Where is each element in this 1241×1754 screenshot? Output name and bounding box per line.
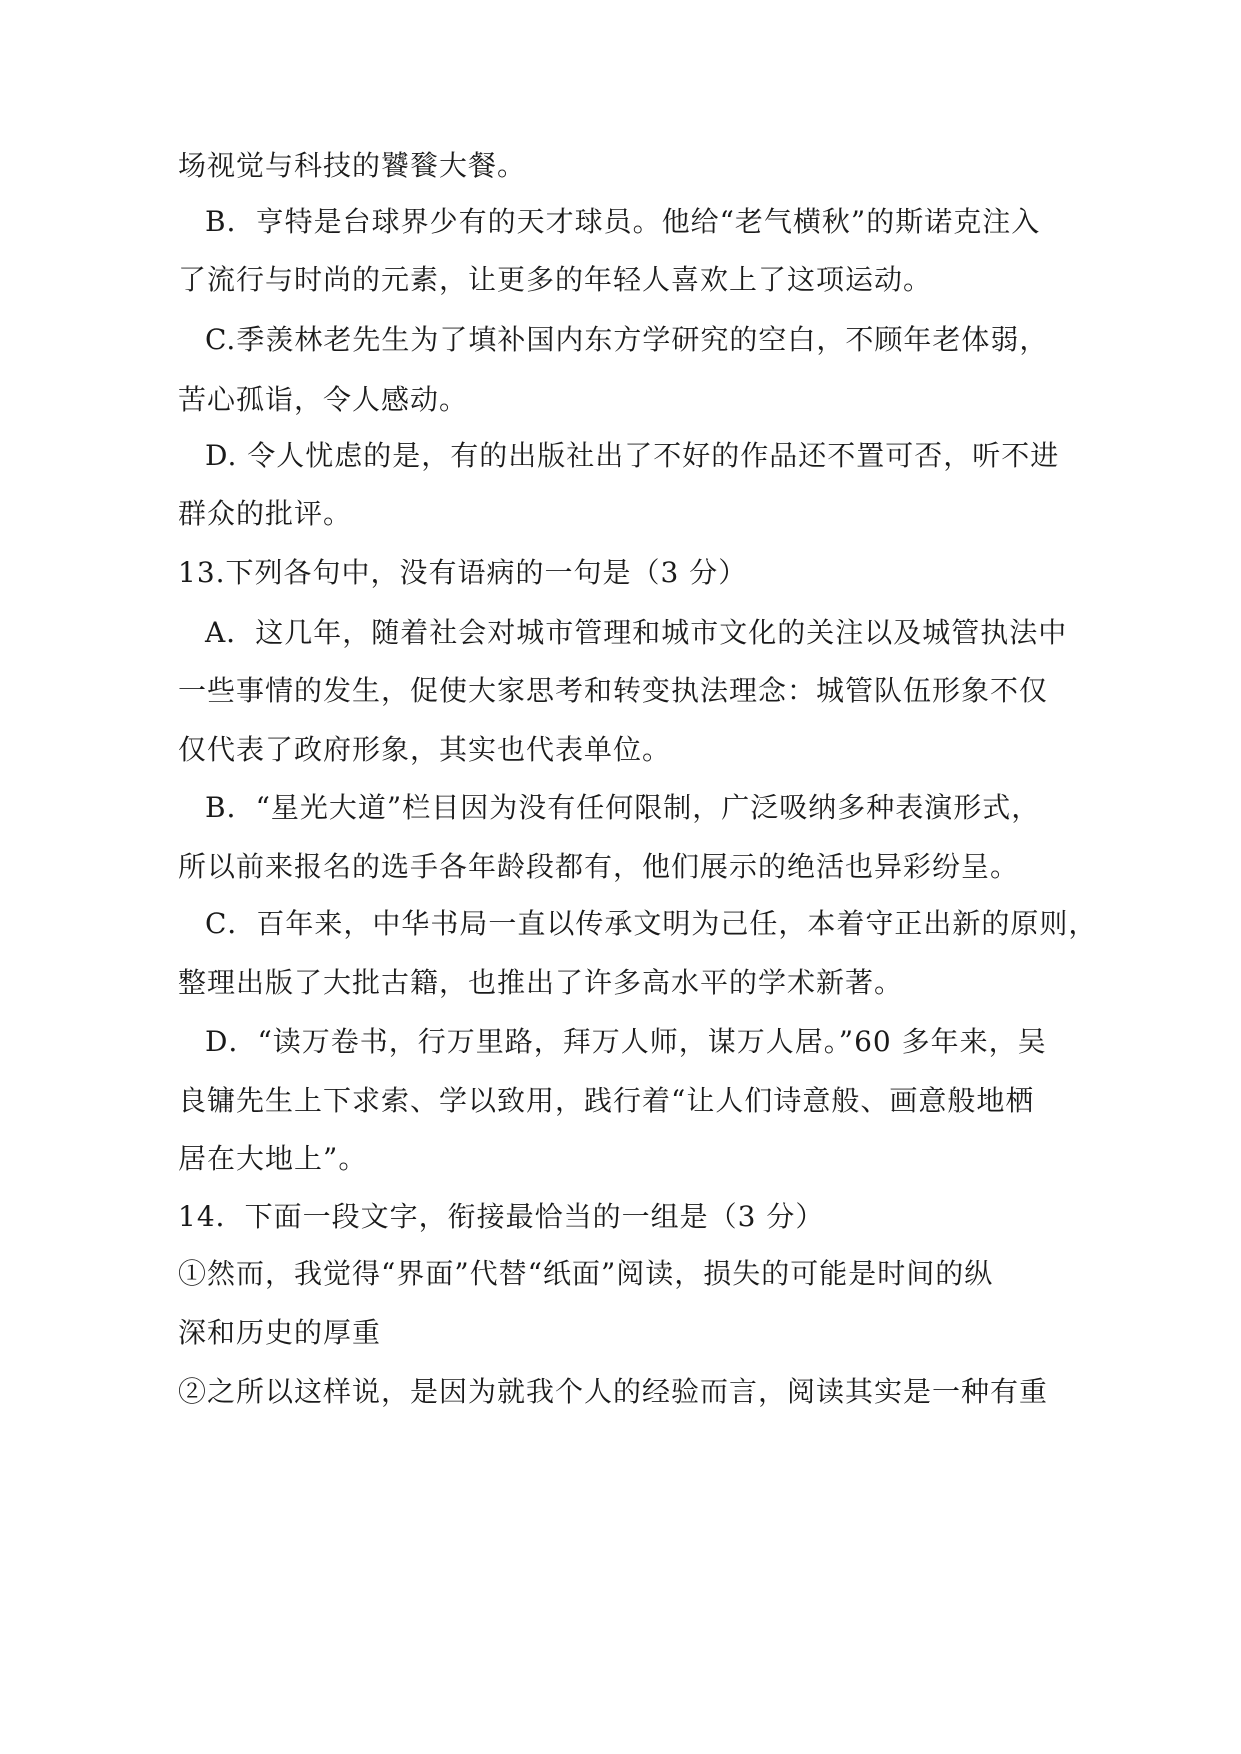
question-13-title: 13.下列各句中，没有语病的一句是（3 分） — [178, 556, 748, 589]
text-line: 深和历史的厚重 — [178, 1316, 382, 1349]
option-c-line: C.季羡林老先生为了填补国内东方学研究的空白，不顾年老体弱， — [205, 323, 1049, 356]
text-line: 仅代表了政府形象，其实也代表单位。 — [178, 733, 672, 766]
text-line: 整理出版了大批古籍，也推出了许多高水平的学术新著。 — [178, 966, 904, 999]
text-line: 所以前来报名的选手各年龄段都有，他们展示的绝活也异彩纷呈。 — [178, 850, 1020, 883]
question-14-title: 14．下面一段文字，衔接最恰当的一组是（3 分） — [178, 1200, 825, 1233]
option-a-line: A．这几年，随着社会对城市管理和城市文化的关注以及城管执法中 — [205, 616, 1068, 649]
text-line: 良镛先生上下求索、学以致用，践行着“让人们诗意般、画意般地栖 — [178, 1084, 1035, 1117]
option-c-line: C．百年来，中华书局一直以传承文明为己任，本着守正出新的原则， — [205, 907, 1098, 940]
option-d-line: D. 令人忧虑的是，有的出版社出了不好的作品还不置可否，听不进 — [205, 439, 1060, 472]
option-d-line: D．“读万卷书，行万里路，拜万人师，谋万人居。”60 多年来，吴 — [205, 1025, 1047, 1058]
sentence-2-line: ②之所以这样说，是因为就我个人的经验而言，阅读其实是一种有重 — [178, 1375, 1049, 1408]
option-b-line: B．亨特是台球界少有的天才球员。他给“老气横秋”的斯诺克注入 — [205, 205, 1041, 238]
text-line: 居在大地上”。 — [178, 1142, 368, 1175]
text-line: 群众的批评。 — [178, 497, 353, 530]
text-line: 场视觉与科技的饕餮大餐。 — [178, 149, 527, 182]
text-line: 了流行与时尚的元素，让更多的年轻人喜欢上了这项运动。 — [178, 263, 933, 296]
option-b-line: B．“星光大道”栏目因为没有任何限制，广泛吸纳多种表演形式， — [205, 791, 1041, 824]
sentence-1-line: ①然而，我觉得“界面”代替“纸面”阅读，损失的可能是时间的纵 — [178, 1257, 994, 1290]
text-line: 苦心孤诣，令人感动。 — [178, 383, 469, 416]
text-line: 一些事情的发生，促使大家思考和转变执法理念：城管队伍形象不仅 — [178, 674, 1049, 707]
